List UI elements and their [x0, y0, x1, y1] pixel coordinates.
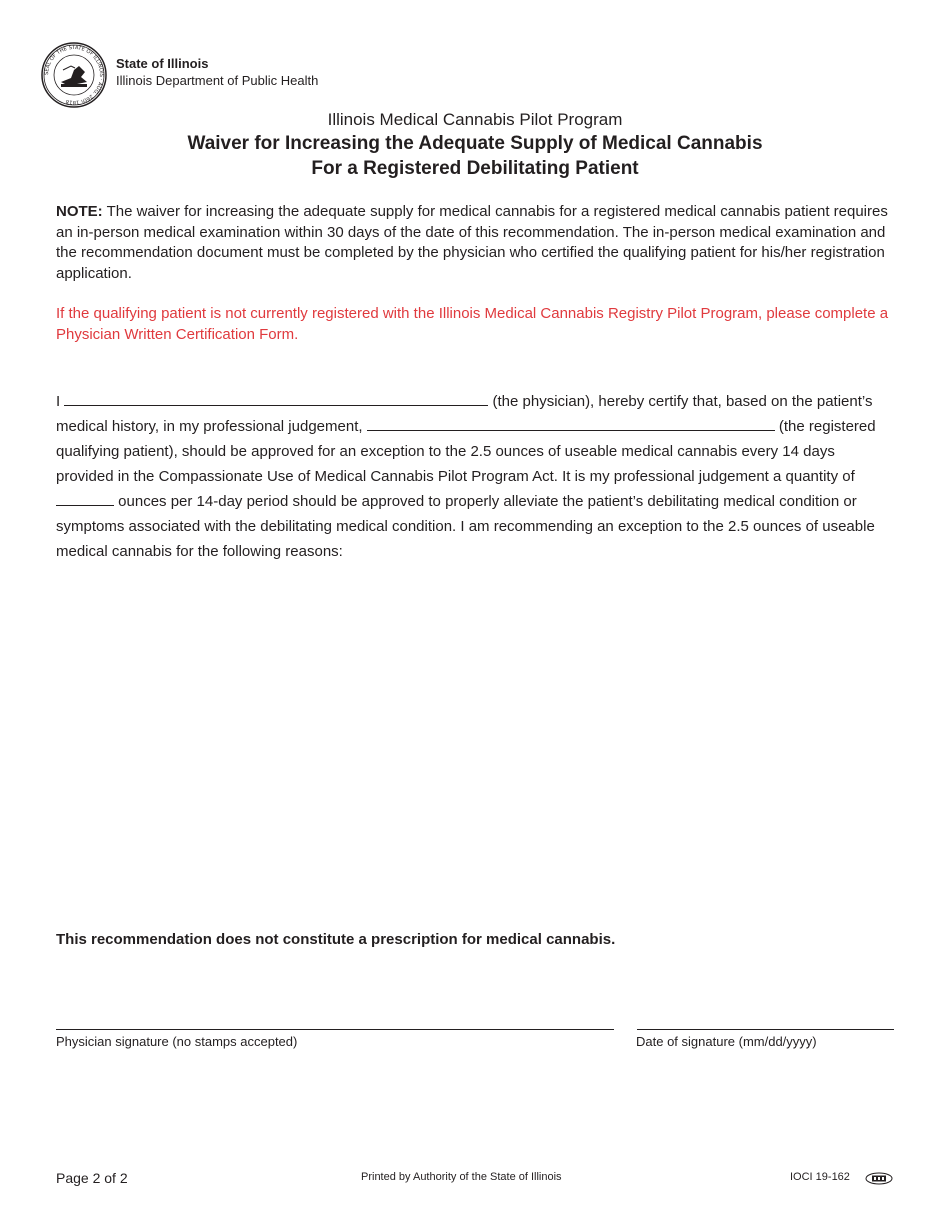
physician-signature-line[interactable]: [56, 1029, 614, 1030]
state-seal-icon: [41, 42, 107, 108]
form-title-line2: For a Registered Debilitating Patient: [311, 158, 639, 179]
certification-paragraph: [56, 389, 894, 564]
form-number: IOCI 19-162: [790, 1171, 850, 1183]
agency-header: [116, 55, 318, 89]
department-name: Illinois Department of Public Health: [116, 73, 319, 88]
note-text: The waiver for increasing the adequate supply for medical cannabis for a registered medical cannabis patient requires an in-person medical examination within 30 days of the date of this recommendation. The in-person medical examination and the recommendation document must be completed by the physician who certified the qualifying patient for his/her registration application.: [56, 203, 888, 282]
form-titles: [0, 109, 950, 181]
seal-text: SEAL OF THE STATE OF ILLINOIS · AUG. 26th 1818: [43, 44, 105, 106]
signature-date-label: Date of signature (mm/dd/yyyy): [636, 1034, 817, 1049]
form-title-line1: Waiver for Increasing the Adequate Supply of Medical Cannabis: [187, 133, 763, 154]
cert-physician-suffix: (the physician), hereby certify that, based on the: [492, 393, 813, 410]
cert-history: patient’s medical history, in my professional judgement,: [56, 393, 873, 435]
printed-by: Printed by Authority of the State of Illinois: [361, 1171, 562, 1183]
cert-i: I: [56, 393, 61, 410]
reasons-field[interactable]: [56, 568, 894, 918]
registration-notice: If the qualifying patient is not currently registered with the Illinois Medical Cannabis Registry Pilot Program, please complete a Physician Written Certification Form.: [56, 305, 889, 343]
note-label: NOTE:: [56, 203, 103, 220]
program-title: Illinois Medical Cannabis Pilot Program: [327, 110, 623, 129]
union-bug-icon: [865, 1172, 893, 1185]
signature-date-line[interactable]: [637, 1029, 894, 1030]
cert-patient-suffix: (the registered qualifying patient), should be approved for an exception to the 2.5 ounces of useable medical cannabis every 14 days provided in the Compassionate Use of Medical Cannabis Pilot Program Act. It is my professional judgement a quantity of: [56, 418, 876, 485]
state-name: State of Illinois: [116, 56, 209, 71]
physician-name-field[interactable]: [64, 391, 488, 406]
physician-signature-label: Physician signature (no stamps accepted): [56, 1034, 298, 1049]
cert-quantity-suffix: ounces per 14-day period should be approved to properly alleviate the patient’s debilitating medical condition or symptoms associated with the debilitating medical condition. I am recommending an exception to the 2.5 ounces of useable medical cannabis for the following reasons:: [56, 493, 875, 560]
quantity-field[interactable]: [56, 491, 114, 506]
page-number: Page 2 of 2: [56, 1170, 128, 1186]
prescription-disclaimer: This recommendation does not constitute a prescription for medical cannabis.: [56, 931, 616, 948]
note-paragraph: [56, 202, 894, 284]
patient-name-field[interactable]: [367, 416, 775, 431]
